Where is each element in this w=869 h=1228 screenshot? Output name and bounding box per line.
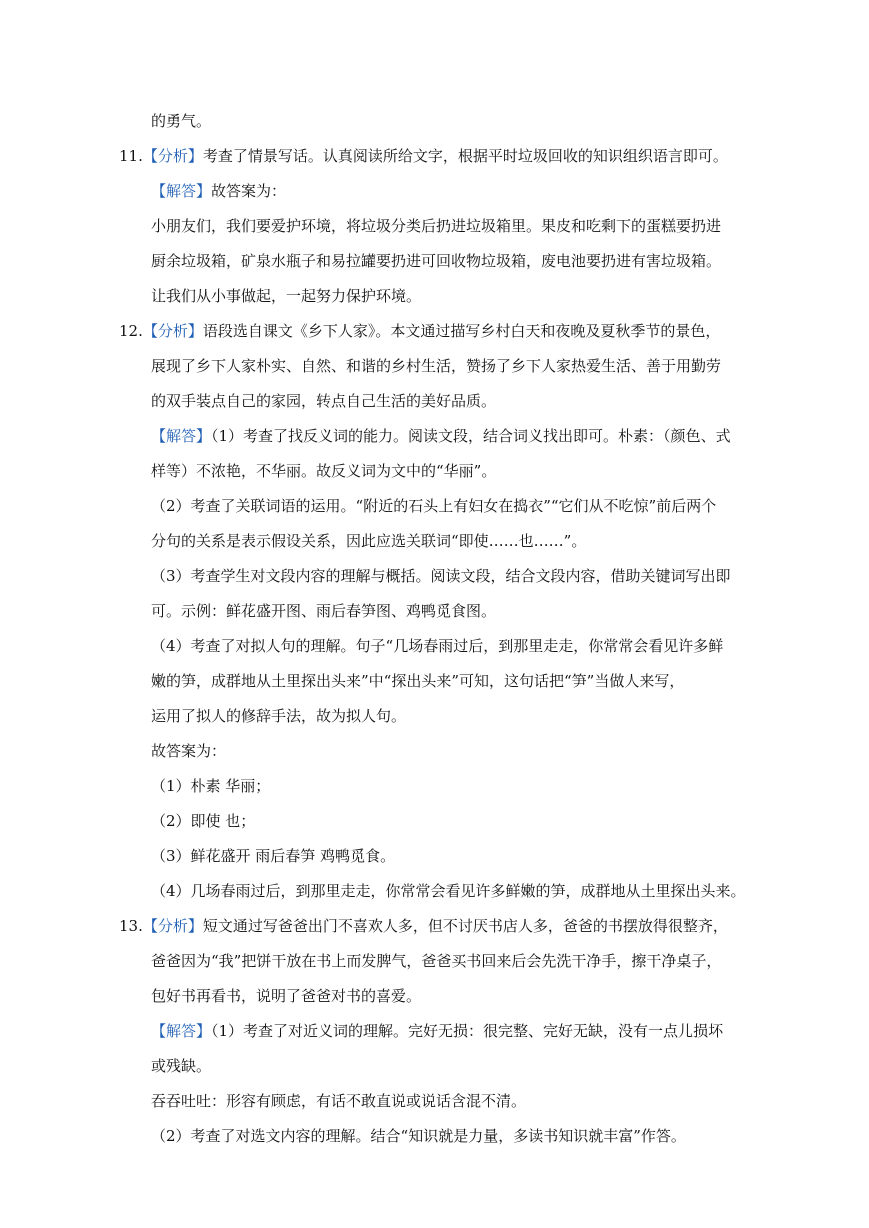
q12-analysis-line: 的双手装点自己的家园，转点自己生活的美好品质。 [151,392,497,410]
q11-analysis-text: 考查了情景写话。认真阅读所给文字，根据平时垃圾回收的知识组织语言即可。 [202,147,728,165]
q11-answer-intro: 故答案为： [211,182,287,200]
q12-answer-first: （1）考查了找反义词的能力。阅读文段，结合词义找出即可。朴素：（颜色、式 [211,427,731,445]
q11-number: 11. [119,147,143,165]
q12-answer-line: 运用了拟人的修辞手法，故为拟人句。 [151,707,407,725]
q13-analysis-line: 爸爸因为“我”把饼干放在书上而发脾气，爸爸买书回来后会先洗干净手，擦干净桌子， [151,952,722,970]
q12-answer-line: 嫩的笋，成群地从土里探出头来”中“探出头来”可知，这句话把“笋”当做人来写， [151,672,685,690]
q13-number: 13. [119,917,143,935]
q13-answer-first: （1）考查了对近义词的理解。完好无损：很完整、完好无缺，没有一点儿损坏 [211,1022,724,1040]
q13-analysis-line: 包好书再看书，说明了爸爸对书的喜爱。 [151,987,422,1005]
q13-answer-heading [151,1021,723,1041]
q11-answer-line: 小朋友们，我们要爱护环境，将垃圾分类后扔进垃圾箱里。果皮和吃剩下的蛋糕要扔进 [151,217,722,235]
q12-answer-line: （2）考查了关联词语的运用。“附近的石头上有妇女在捣衣”“它们从不吃惊”前后两个 [151,497,717,515]
q12-number: 12. [119,322,143,340]
q12-answer-line: 样等）不浓艳，不华丽。故反义词为文中的“华丽”。 [151,462,497,480]
q12-analysis-line: 展现了乡下人家朴实、自然、和谐的乡村生活，赞扬了乡下人家热爱生活、善于用勤劳 [151,357,722,375]
q12-answer-line: （4）考查了对拟人句的理解。句子“几场春雨过后，到那里走走，你常常会看见许多鲜 [151,637,724,655]
q11-answer-tag: 【解答】 [151,182,212,200]
q12-answer-line: 可。示例：鲜花盛开图、雨后春笋图、鸡鸭觅食图。 [151,602,497,620]
q12-answer-line: 故答案为： [151,742,227,760]
q11-analysis-tag: 【分析】 [142,147,203,165]
q11-answer-heading [151,181,286,201]
q11-answer-line: 让我们从小事做起，一起努力保护环境。 [151,287,422,305]
q11-analysis [119,146,728,166]
q13-answer-line: 或残缺。 [151,1057,212,1075]
q13-answer-tag: 【解答】 [151,1022,212,1040]
q11-answer-line: 厨余垃圾箱，矿泉水瓶子和易拉罐要扔进可回收物垃圾箱，废电池要扔进有害垃圾箱。 [151,252,722,270]
q12-answer-line: 分句的关系是表示假设关系，因此应选关联词“即使……也……”。 [151,532,587,550]
q12-answer-line: （3）鲜花盛开 雨后春笋 鸡鸭觅食。 [151,847,396,865]
q12-answer-line: （3）考查学生对文段内容的理解与概括。阅读文段，结合文段内容，借助关键词写出即 [151,567,731,585]
q12-analysis [119,321,720,341]
q13-analysis-text: 短文通过写爸爸出门不喜欢人多，但不讨厌书店人多，爸爸的书摆放得很整齐， [202,917,728,935]
q12-answer-heading [151,426,731,446]
q10-continuation-text: 的勇气。 [151,112,212,130]
q10-continuation [151,111,211,131]
q13-analysis-tag: 【分析】 [142,917,203,935]
q12-analysis-text: 语段选自课文《乡下人家》。本文通过描写乡村白天和夜晚及夏秋季节的景色， [202,322,721,340]
q12-answer-tag: 【解答】 [151,427,212,445]
q13-answer-line: 吞吞吐吐：形容有顾虑，有话不敢直说或说话含混不清。 [151,1092,527,1110]
q12-answer-line: （1）朴素 华丽； [151,777,271,795]
q13-answer-line: （2）考查了对选文内容的理解。结合“知识就是力量，多读书知识就丰富”作答。 [151,1127,686,1145]
q13-analysis [119,916,728,936]
q12-analysis-tag: 【分析】 [142,322,203,340]
q12-answer-line: （2）即使 也； [151,812,256,830]
q12-answer-line: （4）几场春雨过后，到那里走走，你常常会看见许多鲜嫩的笋，成群地从土里探出头来。 [151,882,746,900]
